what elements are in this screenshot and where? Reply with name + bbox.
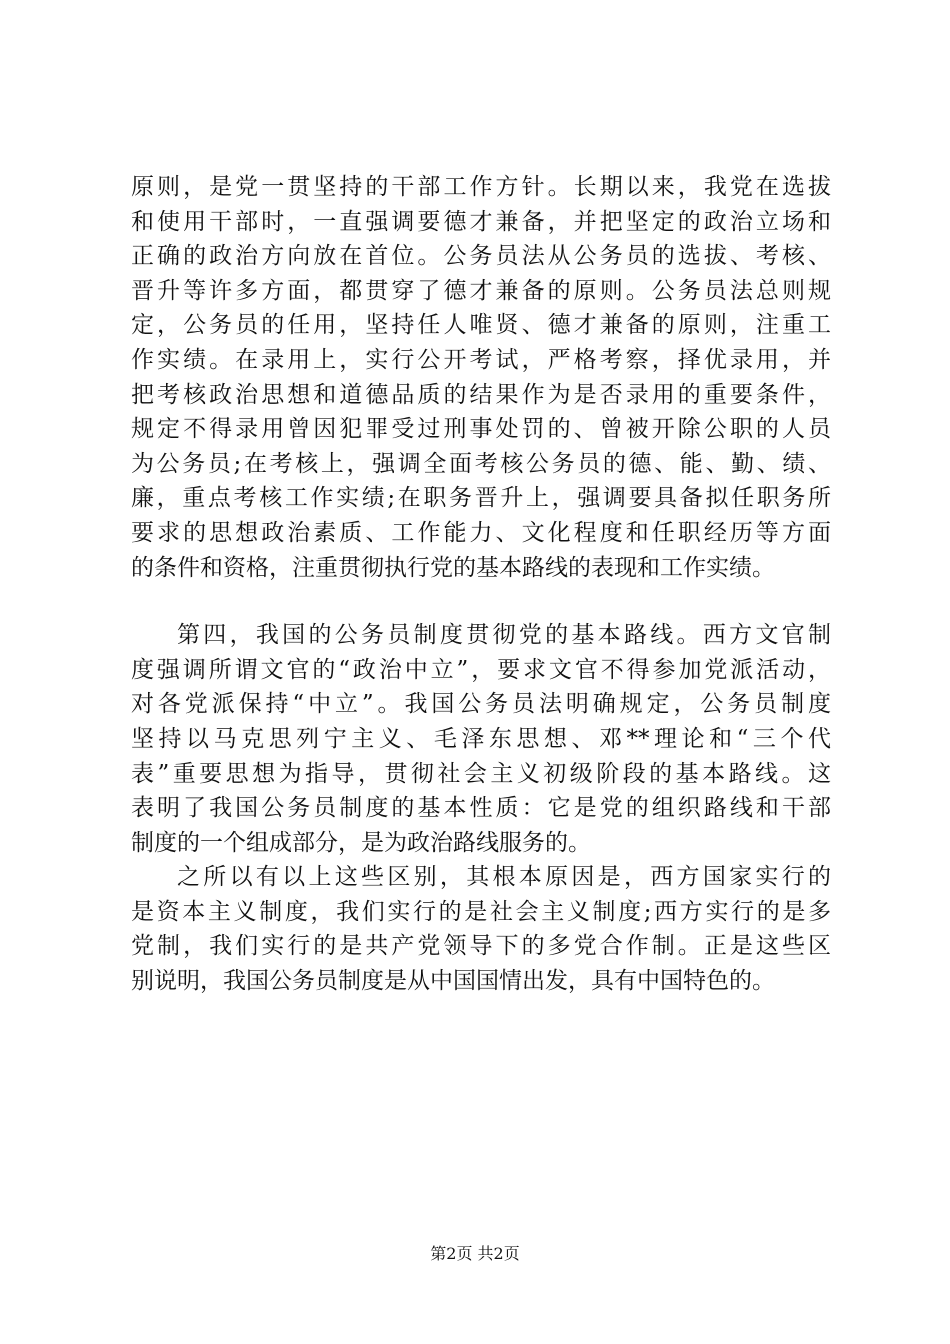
text-line: 要求的思想政治素质、工作能力、文化程度和任职经历等方面: [131, 519, 831, 546]
text-line: 的条件和资格，注重贯彻执行党的基本路线的表现和工作实绩。: [131, 554, 775, 581]
text-line: 为公务员;在考核上，强调全面考核公务员的德、能、勤、绩、: [131, 450, 831, 477]
text-line: 把考核政治思想和道德品质的结果作为是否录用的重要条件，: [131, 381, 831, 408]
text-line: 度强调所谓文官的“政治中立”，要求文官不得参加党派活动，: [131, 656, 831, 683]
text-line: 制度的一个组成部分，是为政治路线服务的。: [131, 829, 591, 856]
text-line: 晋升等许多方面，都贯穿了德才兼备的原则。公务员法总则规: [131, 277, 831, 304]
text-line: 表明了我国公务员制度的基本性质：它是党的组织路线和干部: [131, 795, 831, 822]
text-line: 作实绩。在录用上，实行公开考试，严格考察，择优录用，并: [131, 346, 831, 373]
document-body: [131, 170, 831, 999]
text-line: 之所以有以上这些区别，其根本原因是，西方国家实行的: [177, 864, 831, 891]
paragraph-3: [131, 860, 831, 998]
text-line: 别说明，我国公务员制度是从中国国情出发，具有中国特色的。: [131, 968, 775, 995]
text-line: 原则，是党一贯坚持的干部工作方针。长期以来，我党在选拔: [131, 174, 831, 200]
text-line: 正确的政治方向放在首位。公务员法从公务员的选拔、考核、: [131, 243, 831, 270]
text-line: 坚持以马克思列宁主义、毛泽东思想、邓**理论和“三个代: [131, 725, 831, 752]
paragraph-2: [131, 618, 831, 860]
text-line: 党制，我们实行的是共产党领导下的多党合作制。正是这些区: [131, 933, 831, 960]
text-line: 是资本主义制度，我们实行的是社会主义制度;西方实行的是多: [131, 898, 831, 925]
text-line: 定，公务员的任用，坚持任人唯贤、德才兼备的原则，注重工: [131, 312, 831, 339]
paragraph-gap: [131, 585, 831, 618]
page-total: 共2页: [477, 1244, 520, 1263]
page-footer: [0, 1244, 950, 1264]
paragraph-1: [131, 170, 831, 585]
text-line: 对各党派保持“中立”。我国公务员法明确规定，公务员制度: [131, 691, 831, 718]
text-line: 第四，我国的公务员制度贯彻党的基本路线。西方文官制: [177, 622, 831, 649]
text-line: 规定不得录用曾因犯罪受过刑事处罚的、曾被开除公职的人员: [131, 416, 831, 443]
text-line: 表”重要思想为指导，贯彻社会主义初级阶段的基本路线。这: [131, 760, 831, 787]
text-line: 廉，重点考核工作实绩;在职务晋升上，强调要具备拟任职务所: [131, 485, 831, 512]
page-number: 第2页: [430, 1244, 473, 1263]
text-line: 和使用干部时，一直强调要德才兼备，并把坚定的政治立场和: [131, 208, 831, 235]
